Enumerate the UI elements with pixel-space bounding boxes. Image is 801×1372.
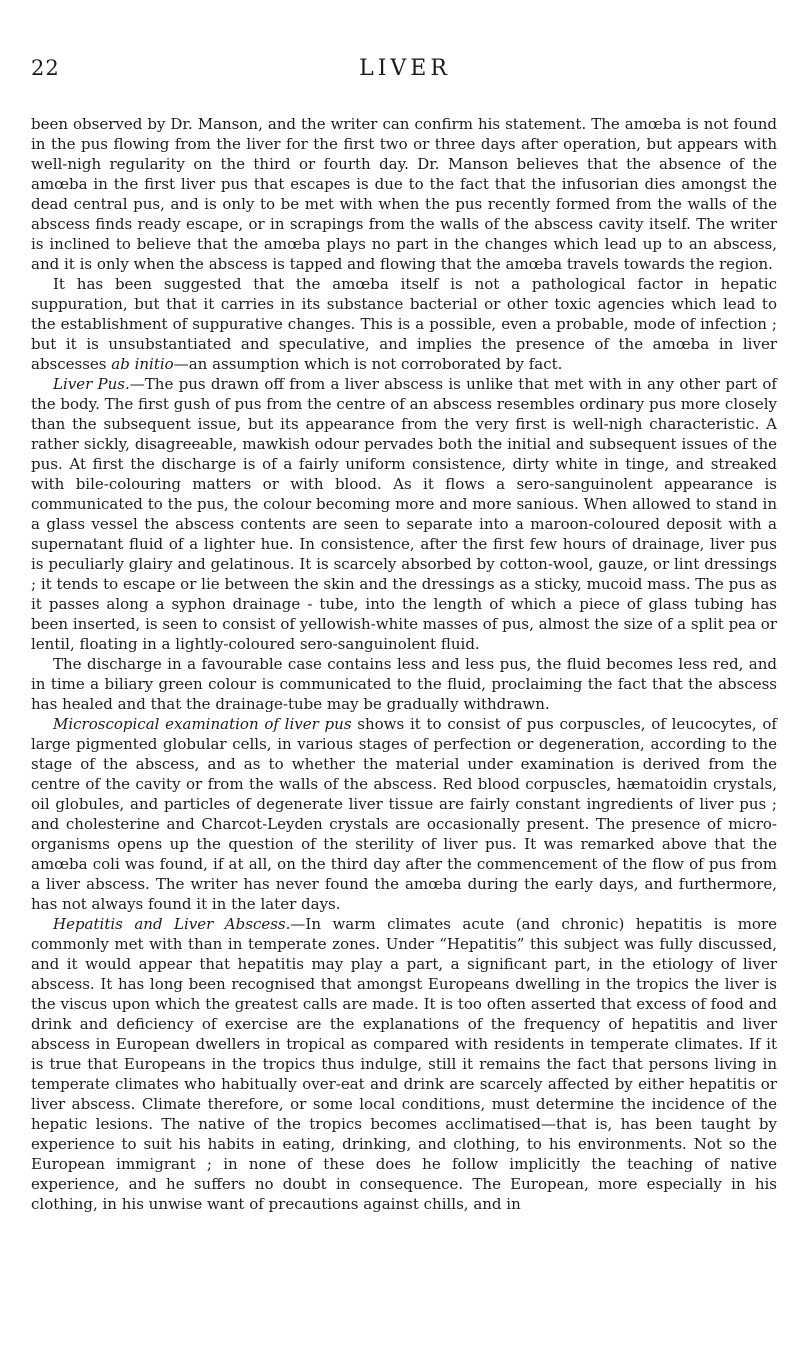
paragraph-text: —an assumption which is not corroborated by fact. <box>173 355 563 373</box>
paragraph-text: shows it to consist of pus corpuscles, of leucocytes, of large pigmented globular cells, in various stages of perfection or degeneration, according to the stage of the abscess, and as to whether the material under examination is derived from the centre of the cavity or from the walls of the abscess. Red blood corpuscles, hæmatoidin crystals, oil globules, and particles of degenerate liver tissue are fairly constant ingredients of liver pus ; and cholesterine and Charcot-Leyden crystals are occasionally present. The presence of micro-organisms opens up the question of the sterility of liver pus. It was remarked above that the amœba coli was found, if at all, on the third day after the commencement of the flow of pus from a liver abscess. The writer has never found the amœba during the early days, and furthermore, has not always found it in the later days. <box>31 715 777 913</box>
section-heading: Liver Pus. <box>53 375 130 393</box>
page-number: 22 <box>31 56 60 80</box>
paragraph-amoeba-hypothesis <box>31 274 777 374</box>
running-head: LIVER <box>359 56 451 81</box>
paragraph-text: It has been suggested that the amœba itself is not a pathological factor in hepatic suppuration, but that it carries in its substance bacterial or other toxic agencies which lead to the establishment of suppurative changes. This is a possible, even a probable, mode of infection ; but it is unsubstantiated and speculative, and implies the presence of the amœba in liver abscesses <box>31 275 777 373</box>
paragraph-liver-pus <box>31 374 777 654</box>
paragraph-text: —The pus drawn off from a liver abscess is unlike that met with in any other part of the body. The first gush of pus from the centre of an abscess resembles ordinary pus more closely than the subsequent issue, but its appearance from the very first is well-nigh characteristic. A rather sickly, disagreeable, mawkish odour pervades both the initial and subsequent issues of the pus. At first the discharge is of a fairly uniform consistence, dirty white in tinge, and streaked with bile-colouring matters or with blood. As it flows a sero-sanguinolent appearance is communicated to the pus, the colour becoming more and more sanious. When allowed to stand in a glass vessel the abscess contents are seen to separate into a maroon-coloured deposit with a supernatant fluid of a lighter hue. In consistence, after the first few hours of drainage, liver pus is peculiarly glairy and gelatinous. It is scarcely absorbed by cotton-wool, gauze, or lint dressings ; it tends to escape or lie between the skin and the dressings as a sticky, mucoid mass. The pus as it passes along a syphon drainage - tube, into the length of which a piece of glass tubing has been inserted, is seen to consist of yellowish-white masses of pus, almost the size of a split pea or lentil, floating in a lightly-coloured sero-sanguinolent fluid. <box>31 375 777 653</box>
paragraph-discharge: The discharge in a favourable case contains less and less pus, the fluid becomes less red, and in time a biliary green colour is communicated to the fluid, proclaiming the fact that the abscess has healed and that the drainage-tube may be gradually withdrawn. <box>31 655 777 713</box>
section-heading: Hepatitis and Liver Abscess. <box>53 915 291 933</box>
latin-phrase: ab initio <box>111 355 174 373</box>
page-header <box>31 56 779 86</box>
paragraph-microscopical <box>31 714 777 914</box>
section-heading: Microscopical examination of liver pus <box>53 715 352 733</box>
body-text <box>31 114 777 1214</box>
paragraph-continuation: been observed by Dr. Manson, and the writer can confirm his statement. The amœba is not found in the pus flowing from the liver for the first two or three days after operation, but appears with well-nigh regularity on the third or fourth day. Dr. Manson believes that the absence of the amœba in the first liver pus that escapes is due to the fact that the infusorian dies amongst the dead central pus, and is only to be met with when the pus recently formed from the walls of the abscess finds ready escape, or in scrapings from the walls of the abscess cavity itself. The writer is inclined to believe that the amœba plays no part in the changes which lead up to an abscess, and it is only when the abscess is tapped and flowing that the amœba travels towards the region. <box>31 115 777 273</box>
paragraph-text: —In warm climates acute (and chronic) hepatitis is more commonly met with than in temperate zones. Under “Hepatitis” this subject was fully discussed, and it would appear that hepatitis may play a part, a significant part, in the etiology of liver abscess. It has long been recognised that amongst Europeans dwelling in the tropics the liver is the viscus upon which the greatest calls are made. It is too often asserted that excess of food and drink and deficiency of exercise are the explanations of the frequency of hepatitis and liver abscess in European dwellers in tropical as compared with residents in temperate climates. If it is true that Europeans in the tropics thus indulge, still it remains the fact that persons living in temperate climates who habitually over-eat and drink are scarcely affected by either hepatitis or liver abscess. Climate therefore, or some local conditions, must determine the incidence of the hepatic lesions. The native of the tropics becomes acclimatised—that is, has been taught by experience to suit his habits in eating, drinking, and clothing, to his environments. Not so the European immigrant ; in none of these does he follow implicitly the teaching of native experience, and he suffers no doubt in consequence. The European, more especially in his clothing, in his unwise want of precautions against chills, and in <box>31 915 778 1213</box>
paragraph-hepatitis <box>31 914 777 1214</box>
